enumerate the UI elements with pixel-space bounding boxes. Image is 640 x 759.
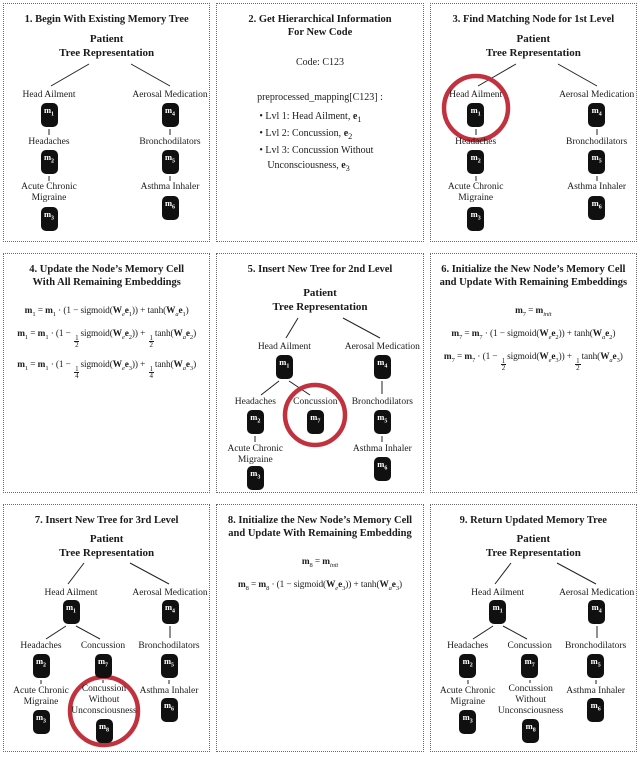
panel-3 [430,3,637,242]
fraction: $\frac{1}{4}$ [149,364,153,381]
fraction: $\frac{1}{2}$ [75,333,79,350]
memory-cell-m4 [588,600,605,624]
tree-root-label [431,532,636,560]
memory-cell-m3 [41,207,58,231]
equations-block [431,290,636,492]
memory-cell-m5 [374,410,391,434]
text-line: Asthma Inhaler [567,182,627,192]
memory-cell-symbol: m [470,152,478,162]
tree-edge [261,381,279,395]
memory-cell-m5 [161,654,178,678]
node-label-migraine [216,444,310,466]
node-label-inhaler [115,182,210,193]
text-line: and Update With Remaining Embeddings [439,277,628,288]
node-label-broncho [542,137,637,148]
memory-cell-m2 [247,410,264,434]
text-line: Aerosal Medication [559,90,635,100]
memory-cell-symbol: m [164,152,173,162]
text-line: Tree Representation [485,47,581,59]
text-line: Aerosal Medication [344,342,420,352]
node-label-headaches [3,137,104,148]
node-label-inhaler [541,686,637,697]
fraction: $\frac{1}{2}$ [576,356,580,373]
text-line: Asthma Inhaler [139,686,199,696]
equation-1: $m_8 = m_{init}$ [301,557,339,569]
equation-1: $m_7 = m_{init}$ [515,306,552,318]
text-line: Patient [89,33,124,45]
memory-cell-symbol: m [377,357,385,367]
text-line: Head Ailment [22,90,76,100]
text-line: Bronchodilators [139,137,201,147]
memory-cell-symbol: m [590,656,598,666]
memory-cell-index: 4 [384,363,388,370]
memory-cell-symbol: m [524,656,532,666]
memory-cell-symbol: m [377,459,385,469]
memory-cell-symbol: m [310,412,318,422]
text-line: Patient [89,533,124,545]
equation-3: $m_1 = m_1 \cdot (1$ − $\frac{1}{4}$ $sigmoid(W_ee_3)$) + $\frac{1}{4}$ $\tanh(W_ae_3)$ [17,359,197,381]
memory-cell-m8 [522,719,539,743]
tree-edge [286,318,298,338]
memory-cell-m3 [467,207,484,231]
text-line: Without [88,695,120,705]
memory-cell-index: 8 [532,727,536,734]
node-label-broncho [115,137,210,148]
memory-cell-m6 [588,196,605,220]
text-line: 1. Begin With Existing Memory Tree [24,14,189,25]
memory-cell-index: 3 [477,215,481,222]
memory-cell-m3 [33,710,50,734]
panel-9 [430,504,637,752]
node-label-migraine [3,182,104,204]
panel-6 [430,253,637,493]
text-line: For New Code [287,27,353,38]
equation-3: $m_7 = m_7 \cdot (1$ − $\frac{1}{2}$ $sigmoid(W_ee_3)$) + $\frac{1}{2}$ $\tanh(W_ae_3)$ [443,351,623,373]
node-label-headaches [430,137,531,148]
code-line: Code: C123 [295,57,345,68]
memory-cell-index: 5 [384,418,388,425]
memory-cell-m4 [588,103,605,127]
memory-cell-symbol: m [591,602,599,612]
memory-cell-index: 3 [43,718,47,725]
node-label-inhaler [114,686,210,697]
memory-cell-symbol: m [462,656,470,666]
memory-cell-index: 5 [598,158,602,165]
memory-cell-m3 [459,710,476,734]
text-line: Migraine [31,193,67,203]
text-line: Unconsciousness [71,706,137,716]
memory-cell-m5 [588,150,605,174]
text-line: Head Ailment [449,90,503,100]
text-line: Tree Representation [272,301,368,313]
panel-8 [216,504,423,752]
memory-cell-symbol: m [164,105,173,115]
text-line: 8. Initialize the New Node’s Memory Cell [227,515,413,526]
memory-cell-symbol: m [43,105,52,115]
memory-cell-symbol: m [470,105,478,115]
memory-cell-symbol: m [43,209,52,219]
memory-cell-m6 [162,196,179,220]
equation-1: $m_1 = m_1 \cdot (1$ − $sigmoid(W_ee_1)) + \tanh(W_ae_1)$ [24,306,189,318]
node-label-head [430,90,531,101]
preprocessed-mapping-line: preprocessed_mapping[C123] : [257,92,383,103]
memory-cell-symbol: m [98,721,107,731]
text-line: Aerosal Medication [559,588,635,598]
memory-cell-symbol: m [250,468,258,478]
memory-cell-symbol: m [65,602,74,612]
memory-cell-index: 2 [43,662,47,669]
tree-edge [557,563,596,584]
memory-cell-index: 4 [598,608,602,615]
panel-7 [3,504,210,752]
equation-2: $m_8 = m_8 \cdot (1$ − $sigmoid(W_ee_3)) + \tanh(W_ae_3)$ [238,579,402,592]
tree-root-label [4,532,209,560]
text-line: Patient [516,533,551,545]
memory-cell-index: 6 [597,706,601,713]
text-line: Migraine [458,193,494,203]
memory-cell-symbol: m [163,656,172,666]
equations-block [4,290,209,492]
tree-root-label [217,286,422,314]
memory-cell-symbol: m [250,412,258,422]
memory-cell-m4 [162,600,179,624]
code-info-block [217,40,422,241]
text-line: Headaches [234,397,276,407]
text-line: Without [515,695,547,705]
text-line: Head Ailment [471,588,525,598]
memory-cell-m8 [96,719,113,743]
text-line: Tree Representation [59,47,155,59]
text-line: Migraine [23,697,59,707]
text-line: Aerosal Medication [132,90,208,100]
memory-cell-index: 6 [172,204,176,211]
node-label-broncho [327,397,423,408]
memory-cell-m6 [374,457,391,481]
memory-cell-index: 8 [106,727,110,734]
memory-cell-index: 4 [172,608,176,615]
level-bullet-1: • Lvl 1: Head Ailment, $e_1$ [259,110,399,127]
node-label-aerosal [542,90,637,101]
node-label-head [3,90,104,101]
memory-cell-m1 [41,103,58,127]
memory-cell-symbol: m [43,152,52,162]
memory-cell-symbol: m [164,602,173,612]
memory-cell-index: 5 [172,158,176,165]
text-line: With All Remaining Embeddings [32,277,181,288]
memory-cell-index: 2 [469,662,473,669]
memory-cell-m7 [307,410,324,434]
node-label-migraine [430,182,531,204]
panel-title [217,514,422,540]
memory-cell-m2 [467,150,484,174]
tree-edge [343,318,380,338]
memory-cell-m2 [41,150,58,174]
memory-cell-symbol: m [591,152,599,162]
level-bullet-list [259,110,399,176]
text-line: Bronchodilators [566,137,628,147]
tree-edge [76,626,100,639]
memory-cell-index: 1 [477,111,481,118]
node-label-aerosal [327,342,423,353]
memory-cell-symbol: m [590,700,598,710]
memory-cell-symbol: m [97,656,106,666]
memory-cell-m7 [521,654,538,678]
text-line: Headaches [455,137,497,147]
text-line: Acute Chronic [227,444,284,454]
equations-block [217,541,422,751]
node-label-head [443,588,553,599]
node-label-inhaler [542,182,637,193]
text-line: Concussion [293,397,338,407]
memory-cell-m3 [247,466,264,490]
memory-cell-index: 1 [73,608,77,615]
text-line: Headaches [447,641,489,651]
text-line: 5. Insert New Tree for 2nd Level [247,264,393,275]
memory-cell-index: 7 [105,662,109,669]
text-line: Head Ailment [257,342,311,352]
level-bullet-2: • Lvl 2: Concussion, $e_2$ [259,127,399,144]
panel-4 [3,253,210,493]
tree-edge [46,626,66,639]
memory-cell-symbol: m [377,412,385,422]
memory-cell-m2 [459,654,476,678]
text-line: Headaches [20,641,62,651]
memory-cell-m4 [162,103,179,127]
node-label-aerosal [115,588,210,599]
text-line: Bronchodilators [351,397,413,407]
fraction: $\frac{1}{4}$ [75,364,79,381]
text-line: Asthma Inhaler [140,182,200,192]
text-line: Aerosal Medication [132,588,208,598]
level-bullet-3: • Lvl 3: Concussion Without Unconsciousness, $e_3$ [259,144,399,175]
memory-cell-symbol: m [163,700,172,710]
fraction: $\frac{1}{2}$ [501,356,506,373]
memory-cell-symbol: m [470,209,478,219]
text-line: Acute Chronic [439,686,496,696]
memory-cell-symbol: m [279,357,287,367]
text-line: Concussion [507,641,552,651]
memory-cell-m1 [276,355,293,379]
text-line: Bronchodilators [565,641,627,651]
tree-edge [130,563,169,584]
text-line: 4. Update the Node’s Memory Cell [29,264,185,275]
tree-edge [68,563,84,584]
tree-edge [558,64,597,86]
tree-edge [131,64,170,86]
text-line: Concussion [508,684,553,694]
memory-cell-index: 1 [51,111,55,118]
memory-cell-m4 [374,355,391,379]
memory-cell-m7 [95,654,112,678]
memory-cell-index: 6 [598,204,602,211]
text-line: Patient [516,33,551,45]
text-line: Migraine [237,455,273,465]
node-label-broncho [541,641,637,652]
memory-cell-index: 5 [171,662,175,669]
node-label-inhaler [327,444,423,455]
memory-cell-index: 1 [286,363,290,370]
fraction: $\frac{1}{2}$ [149,333,153,350]
memory-cell-m6 [587,698,604,722]
text-line: 3. Find Matching Node for 1st Level [452,14,615,25]
tree-root-label [4,32,209,60]
text-line: Headaches [28,137,70,147]
tree-edge [495,563,511,584]
text-line: Concussion [81,684,127,694]
text-line: Acute Chronic [13,686,69,696]
memory-cell-m5 [162,150,179,174]
text-line: 9. Return Updated Memory Tree [459,515,607,526]
memory-cell-index: 3 [257,474,261,481]
equation-2: $m_7 = m_7 \cdot (1$ − $sigmoid(W_ee_2)) + \tanh(W_ae_2)$ [451,328,616,341]
memory-cell-index: 4 [172,111,176,118]
memory-cell-index: 2 [257,418,261,425]
panel-2 [216,3,423,242]
memory-cell-index: 2 [51,158,55,165]
text-line: Asthma Inhaler [566,686,626,696]
memory-cell-index: 4 [598,111,602,118]
panel-1 [3,3,210,242]
node-label-aerosal [115,90,210,101]
node-label-aerosal [542,588,637,599]
memory-cell-m1 [489,600,506,624]
memory-cell-symbol: m [164,198,173,208]
panel-5 [216,253,423,493]
memory-cell-m1 [467,103,484,127]
panel-title [431,263,636,289]
node-label-broncho [114,641,210,652]
text-line: and Update With Remaining Embedding [228,528,412,539]
tree-edge [473,626,493,639]
memory-cell-symbol: m [35,656,44,666]
memory-cell-m6 [161,698,178,722]
memory-cell-m2 [33,654,50,678]
text-line: Concussion [80,641,126,651]
text-line: Unconsciousness [497,706,564,716]
panel-title [217,13,422,39]
text-line: Bronchodilators [138,641,200,651]
text-line: 2. Get Hierarchical Information [248,14,392,25]
tree-edge [503,626,527,639]
memory-cell-index: 6 [171,706,175,713]
text-line: Asthma Inhaler [352,444,412,454]
memory-cell-m5 [587,654,604,678]
equation-2: $m_1 = m_1 \cdot (1$ − $\frac{1}{2}$ $sigmoid(W_ee_2)$) + $\frac{1}{2}$ $\tanh(W_ae_2)$ [17,328,197,350]
memory-cell-index: 3 [51,215,55,222]
memory-cell-symbol: m [35,712,44,722]
memory-cell-index: 7 [317,418,321,425]
memory-cell-symbol: m [462,712,470,722]
memory-cell-index: 3 [469,718,473,725]
memory-cell-index: 5 [597,662,601,669]
tree-edge [51,64,89,86]
text-line: Migraine [450,697,486,707]
text-line: Acute Chronic [21,182,77,192]
text-line: Acute Chronic [447,182,504,192]
memory-cell-symbol: m [591,105,599,115]
text-line: Tree Representation [485,547,581,559]
panel-title [4,263,209,289]
tree-root-label [431,32,636,60]
memory-cell-symbol: m [591,198,599,208]
memory-cell-symbol: m [492,602,500,612]
memory-cell-m1 [63,600,80,624]
memory-cell-index: 7 [531,662,535,669]
node-label-head [16,588,126,599]
text-line: 6. Initialize the New Node’s Memory Cell [441,264,626,275]
text-line: Head Ailment [44,588,98,598]
text-line: Patient [303,287,337,299]
memory-cell-index: 2 [477,158,481,165]
node-label-head [229,342,339,353]
text-line: Tree Representation [59,547,155,559]
memory-cell-index: 1 [499,608,503,615]
memory-cell-index: 6 [384,465,388,472]
memory-cell-symbol: m [525,721,533,731]
text-line: 7. Insert New Tree for 3rd Level [34,515,179,526]
